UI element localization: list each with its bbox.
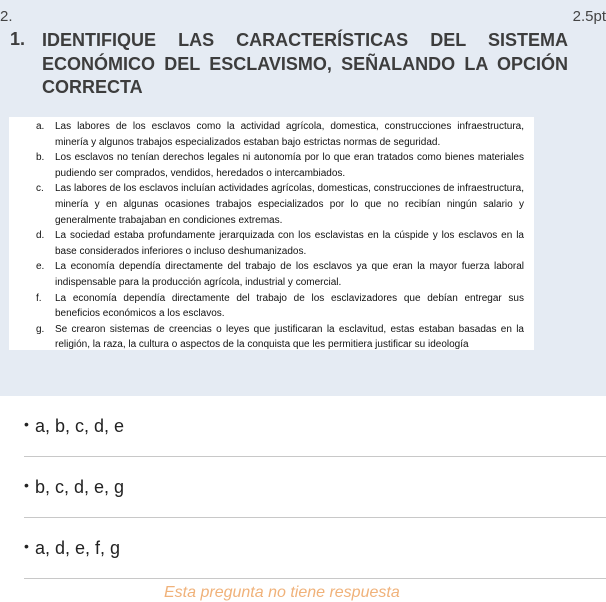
answer-option-label: b, c, d, e, g: [35, 477, 125, 497]
statement-item: [9, 150, 524, 181]
statement-item: [9, 181, 524, 228]
statement-list: [9, 117, 534, 353]
statement-letter: a.: [36, 121, 45, 132]
answer-option-label: a, b, c, d, e: [35, 416, 125, 436]
answer-option-3[interactable]: [0, 518, 606, 579]
answer-option-2[interactable]: [0, 457, 606, 518]
bullet-icon: •: [24, 538, 29, 554]
answer-option-label: a, d, e, f, g: [35, 538, 121, 558]
question-number: 2.: [0, 8, 13, 25]
statement-text: Las labores de los esclavos incluían actividades agrícolas, domesticas, construcciones de infraestructura, minería y en algunas ocasiones trabajos especializados por lo que no recibían ningún salario y generalmente trabajaban en condiciones extremas.: [55, 183, 524, 226]
answer-option-1[interactable]: [0, 396, 606, 457]
statement-text: La economía dependía directamente del trabajo de los esclavos ya que eran la mayor fuerza laboral indispensable para la producción agrícola, industrial y comercial.: [55, 261, 524, 288]
statement-letter: f.: [36, 292, 42, 304]
divider: [24, 578, 606, 579]
statements-image: [9, 117, 534, 350]
question-index: 1.: [10, 29, 26, 49]
statement-text: Las labores de los esclavos como la actividad agrícola, domestica, construcciones infraestructura, minería y algunos trabajos especializados estaban bajo estrictas normas de seguridad.: [55, 121, 524, 148]
statement-letter: e.: [36, 261, 45, 273]
question-points: 2.5pt: [572, 8, 606, 25]
statement-item: [9, 228, 524, 259]
statement-letter: c.: [36, 183, 44, 195]
statement-item: [9, 259, 524, 290]
statement-letter: d.: [36, 230, 45, 242]
statement-item: [9, 119, 524, 150]
statement-text: La economía dependía directamente del trabajo de los esclavizadores que debían entregar sus beneficios económicos a los esclavos.: [55, 292, 524, 320]
no-answer-notice: Esta pregunta no tiene respuesta: [164, 584, 400, 601]
statement-item: [9, 322, 524, 353]
bullet-icon: •: [24, 416, 29, 432]
statement-letter: g.: [36, 323, 45, 335]
bullet-icon: •: [24, 477, 29, 493]
statement-item: [9, 291, 524, 322]
answer-options: [0, 396, 606, 579]
question-title: IDENTIFIQUE LAS CARACTERÍSTICAS DEL SISTEMA ECONÓMICO DEL ESCLAVISMO, SEÑALANDO LA OPCIÓN CORRECTA: [42, 30, 568, 97]
statement-text: Se crearon sistemas de creencias o leyes que justificaran la esclavitud, estas estaban basadas en la religión, la raza, la cultura o aspectos de la conquista que les permitiera justificar su ideología: [55, 323, 524, 351]
statement-letter: b.: [36, 152, 45, 164]
statement-text: Los esclavos no tenían derechos legales ni autonomía por lo que eran tratados como bienes materiales pudiendo ser comprados, vendidos, heredados o intercambiados.: [55, 152, 524, 179]
statement-text: La sociedad estaba profundamente jerarquizada con los esclavistas en la cúspide y los esclavos en la base considerados inferiores o incluso deshumanizados.: [55, 230, 524, 257]
